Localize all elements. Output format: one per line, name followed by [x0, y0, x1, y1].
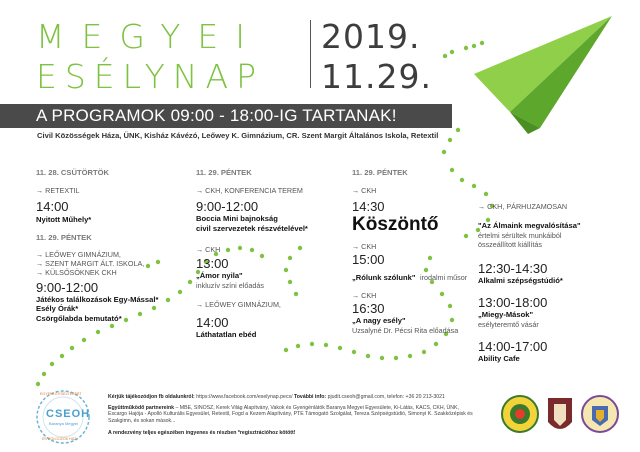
event-time: 15:00	[352, 252, 385, 267]
logo-name: CSEOH	[46, 408, 91, 420]
event-title: „Rólunk szólunk"	[352, 273, 416, 282]
world-circle-logo-icon	[502, 396, 538, 432]
event-time: 14:30	[352, 199, 385, 214]
event-time: 14:00	[36, 199, 69, 214]
partners-text: – MBE, SINOSZ, Kerek Világ Alapítvány, Vakok és Gyengénlátók Baranya Megyei Egyesülete, Ki-Látás, KACS, CKH, ÜNK,	[175, 404, 459, 411]
location: → CKH	[352, 291, 377, 300]
event-title: Csörgőlabda bemutató*	[36, 313, 122, 323]
logo-sub: Baranya Megyei	[49, 421, 78, 426]
footer-line	[108, 394, 473, 401]
event-title: "Az Álmaink megvalósítása"	[478, 221, 581, 230]
day-heading: 11. 28. CSÜTÖRTÖK	[36, 168, 110, 177]
footer	[108, 394, 473, 437]
event-title: „Ámor nyila"	[196, 271, 243, 280]
event-subtitle: értelmi sérültek munkáiból	[478, 230, 562, 240]
event-subtitle: inkluzív színi előadás	[196, 280, 264, 290]
event-title: Boccia Mini bajnokság	[196, 214, 278, 223]
location: → LEŐWEY GIMNÁZIUM,	[196, 299, 281, 309]
shield-logo-icon	[548, 398, 572, 429]
event-title: Játékos találkozások Egy-Mással*	[36, 294, 159, 304]
footer-line: Szakgimn, és sokan mások...	[108, 417, 176, 424]
event-time: 13:00	[196, 256, 229, 271]
event-title: Nyitott Műhely*	[36, 215, 92, 224]
day-heading: 11. 29. PÉNTEK	[352, 168, 408, 177]
contact-info: pjudit.cseoh@gmail.com, telefon: +36 20 213-3021	[327, 394, 445, 400]
event-title: Ability Cafe	[478, 353, 520, 363]
location: → CKH	[352, 186, 377, 195]
day-heading: 11. 29. PÉNTEK	[196, 168, 252, 177]
event-title: civil szervezetek részvételével*	[196, 223, 308, 233]
crest-logo-icon	[582, 396, 618, 432]
paper-plane-icon	[474, 16, 612, 134]
location: → RETEXTIL	[36, 186, 80, 195]
event-title-main: Köszöntő	[352, 214, 439, 235]
event-time: 14:00-17:00	[478, 338, 548, 354]
event-title: Alkalmi szépségstúdió*	[478, 275, 563, 285]
event-subtitle: összeállított kiállítás	[478, 239, 542, 249]
column-4	[478, 202, 581, 363]
location: → CKH, PÁRHUZAMOSAN	[478, 202, 568, 211]
event-time: 16:30	[352, 301, 385, 316]
event-subtitle: esélyteremtő vásár	[478, 319, 539, 329]
title-date: 11.29.	[321, 57, 432, 96]
location: → CKH, KONFERENCIA TEREM	[196, 186, 303, 195]
event-subtitle: Uzsalyné Dr. Pécsi Rita előadása	[352, 325, 459, 335]
logo-ring-top: EGYENLŐ ESÉLYEKÉRT	[40, 392, 82, 396]
cseoh-logo	[34, 388, 92, 446]
event-line	[352, 267, 467, 285]
event-title: Esély Órák*	[36, 304, 79, 313]
logo-ring-bottom: ÉS DOLGOZOK HÁZ	[42, 437, 77, 441]
event-title: Láthatatlan ebéd	[196, 329, 257, 339]
location: → CKH	[352, 242, 377, 251]
footer-line: Escargo Hajója - Apolló Kulturális Egyesület, Retextil, Fogd a Kezem Alapítvány, PTE Támogató Szolgálat, Tereza Szépségstúdió, Simonyi K. Szakközépisk és	[108, 411, 473, 417]
facebook-link[interactable]: https://www.facebook.com/eselynap.pecs/	[196, 394, 293, 400]
location: → SZENT MARGIT ÁLT. ISKOLA,	[36, 258, 145, 268]
venues-list: Civil Közösségek Háza, ÜNK, Kisház Kávézó, Leőwey K. Gimnázium, CR. Szent Margit Általános Iskola, Retextil	[37, 131, 439, 140]
location: → KÜLSŐSÖKNEK CKH	[36, 267, 117, 277]
event-time: 12:30-14:30	[478, 260, 548, 276]
footer-label: További info:	[293, 394, 327, 400]
day-heading: 11. 29. PÉNTEK	[36, 232, 92, 242]
event-time: 9:00-12:00	[36, 279, 99, 295]
footer-label: Együttműködő partnereink	[108, 404, 175, 411]
column-2	[196, 168, 308, 339]
column-1	[36, 168, 158, 323]
free-entry-note: A rendezvény teljes egészében ingyenes és részben *regisztrációhoz kötött!	[108, 430, 296, 436]
partner-logos	[500, 392, 630, 440]
title-line2: ESÉLYNAP	[36, 57, 264, 96]
column-3	[352, 168, 467, 335]
event-time: 14:00	[196, 314, 229, 330]
event-title: „Miegy-Mások"	[478, 310, 534, 319]
location: → CKH	[196, 245, 221, 254]
event-subtitle: irodalmi műsor	[419, 273, 468, 282]
banner-text: A PROGRAMOK 09:00 - 18:00-IG TARTANAK!	[36, 106, 397, 125]
event-time: 9:00-12:00	[196, 199, 259, 214]
footer-label: Kérjük tájékozódjon fb oldalunkról:	[108, 394, 195, 400]
event-time: 13:00-18:00	[478, 295, 548, 310]
event-title: „A nagy esély"	[352, 316, 406, 325]
title-year: 2019.	[321, 17, 421, 56]
location: → LEŐWEY GIMNÁZIUM,	[36, 249, 121, 259]
title-line1: MEGYEI	[36, 17, 262, 56]
